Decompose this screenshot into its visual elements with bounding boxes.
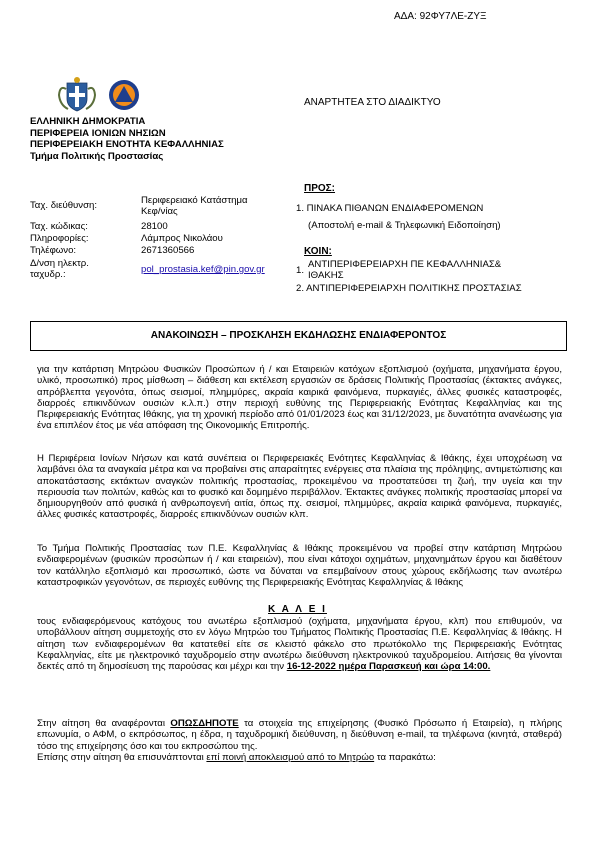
to-heading: ΠΡΟΣ: <box>304 183 336 194</box>
zip-label: Ταχ. κώδικας: <box>30 221 88 232</box>
phone-value: 2671360566 <box>141 245 195 256</box>
org-line-4: Τμήμα Πολιτικής Προστασίας <box>30 150 164 162</box>
cc-item-1-number: 1. <box>296 265 305 276</box>
info-label: Πληροφορίες: <box>30 233 89 244</box>
kalei-heading: Κ Α Λ Ε Ι <box>268 604 327 615</box>
email-link[interactable]: pol_prostasia.kef@pin.gov.gr <box>141 264 265 275</box>
paragraph-2: Η Περιφέρεια Ιονίων Νήσων και κατά συνέπεια οι Περιφερειακές Ενότητες Κεφαλληνίας & Ιθάκης, έχει υποχρέωση να λαμβάνει όλα τα αναγκαία μέτρα και να προβαίνει στις απαραίτητες ενέργειες στα πλαίσια της πρόληψης, αντιμετώπισης και αποκατάστασης εκτάκτων αναγκών πολιτικής προστασίας, προκειμένου να προστατεύσει τη ζωή, την υγεία και την περιουσία των πολιτών, καθώς και το φυσικό και δομημένο περιβάλλον. Έκτακτες ανάγκες πολιτικής προστασίας μπορεί να δημιουργηθούν από φυσικά ή ανθρωπογενή αιτία, όπως πχ. σεισμοί, πλημμύρες, ακραία καιρικά φαινόμενα, πυρκαγιές, άλλες φυσικές καταστροφές, διαρροές επικινδύνων ουσιών κλπ. <box>37 453 562 521</box>
email-label-2: ταχυδρ.: <box>30 269 66 280</box>
greek-emblem-icon <box>56 75 146 113</box>
announcement-title: ΑΝΑΚΟΙΝΩΣΗ – ΠΡΟΣΚΛΗΣΗ ΕΚΔΗΛΩΣΗΣ ΕΝΔΙΑΦΕΡΟΝΤΟΣ <box>150 330 447 341</box>
cc-item-2: 2. ΑΝΤΙΠΕΡΙΦΕΡΕΙΑΡΧΗ ΠΟΛΙΤΙΚΗΣ ΠΡΟΣΤΑΣΙΑΣ <box>296 283 522 294</box>
application-deadline: 16-12-2022 ημέρα Παρασκευή και ώρα 14:00. <box>286 661 491 673</box>
to-item-1-note: (Αποστολή e-mail & Τηλεφωνική Ειδοποίηση) <box>308 220 501 231</box>
ada-code: ΑΔΑ: 92ΦΥ7ΛΕ-ΖΥΞ <box>394 11 487 22</box>
paragraph-5 <box>37 718 562 752</box>
address-value-1: Περιφερειακό Κατάστημα <box>141 195 248 206</box>
announcement-title-box <box>30 321 567 351</box>
paragraph-6-end: τα παρακάτω: <box>374 752 436 763</box>
cc-item-1-line-1: ΑΝΤΙΠΕΡΙΦΕΡΕΙΑΡΧΗ ΠΕ ΚΕΦΑΛΛΗΝΙΑΣ& <box>308 259 502 270</box>
paragraph-4 <box>37 616 562 672</box>
paragraph-6 <box>37 752 562 763</box>
cc-item-1-line-2: ΙΘΑΚΗΣ <box>308 270 344 281</box>
to-item-1: 1. ΠΙΝΑΚΑ ΠΙΘΑΝΩΝ ΕΝΔΙΑΦΕΡΟΜΕΝΩΝ <box>296 203 484 214</box>
paragraph-5-emphasis: ΟΠΩΣΔΗΠΟΤΕ <box>170 718 239 729</box>
paragraph-5-start: Στην αίτηση θα αναφέρονται <box>37 718 171 729</box>
info-value: Λάμπρος Νικολάου <box>141 233 223 244</box>
zip-value: 28100 <box>141 221 168 232</box>
address-label: Ταχ. διεύθυνση: <box>30 200 98 211</box>
org-line-2: ΠΕΡΙΦΕΡΕΙΑ ΙΟΝΙΩΝ ΝΗΣΙΩΝ <box>30 127 166 139</box>
paragraph-5-end: τα στοιχεία της επιχείρησης (Φυσικό Πρόσωπο ή Εταιρεία), η πλήρης επωνυμία, ο ΑΦΜ, ο εκπρόσωπος, η έδρα, η ταχυδρομική διεύθυνση, η διεύθυνση e-mail, τα τηλέφωνα (κινητά, σταθερά) τόσο της επιχείρησης όσο και του εκπροσώπου της. <box>37 718 562 752</box>
address-value-2: Κεφ/νίας <box>141 206 178 217</box>
paragraph-6-emphasis: επί ποινή αποκλεισμού από το Μητρώο <box>206 752 375 763</box>
org-line-1: ΕΛΛΗΝΙΚΗ ΔΗΜΟΚΡΑΤΙΑ <box>30 116 146 127</box>
cc-heading: ΚΟΙΝ: <box>304 246 332 257</box>
logos <box>56 75 146 113</box>
email-label-1: Δ/νση ηλεκτρ. <box>30 258 89 269</box>
paragraph-3: Το Τμήμα Πολιτικής Προστασίας των Π.Ε. Κεφαλληνίας & Ιθάκης προκειμένου να προβεί στην κατάρτιση Μητρώου ενδιαφερομένων (φυσικών προσώπων ή / και εταιρειών), που είναι κάτοχοι οχημάτων, μηχανημάτων έργου και διαθέτουν τον κατάλληλο εξοπλισμό και προσωπικό, ώστε να δύναται να επεμβαίνουν στους χώρους εκδήλωσης των ανωτέρω καταστροφικών γεγονότων, σε περιοχές ευθύνης της Περιφερειακής Ενότητας Κεφαλληνίας & Ιθάκης <box>37 543 562 588</box>
organization-header <box>30 116 224 162</box>
paragraph-1: για την κατάρτιση Μητρώου Φυσικών Προσώπων ή / και Εταιρειών κατόχων εξοπλισμού (οχήματα, μηχανήματα έργου, υλικό, προσωπικό) προς μίσθωση – διάθεση και εκτέλεση εργασιών σε δράσεις Πολιτικής Προστασίας (έκτακτες ανάγκες, απρόβλεπτα γεγονότα, όπως σεισμοί, πλημμύρες, ακραία καιρικά φαινόμενα, πυρκαγιές, άλλες φυσικές καταστροφές, διαρροές επικινδύνων ουσιών κ.λ.π.) στην περιοχή ευθύνης της Περιφερειακής Ενότητας Κεφαλληνίας και της Περιφερειακής Ενότητας Ιθάκης, για τη χρονική περίοδο από 01/01/2023 έως και 31/12/2023, με δυνατότητα ανανέωσης για ένα επιπλέον έτος με νέα απόφαση της Οικονομικής Επιτροπής. <box>37 364 562 432</box>
paragraph-6-start: Επίσης στην αίτηση θα επισυνάπτονται <box>37 752 207 763</box>
phone-label: Τηλέφωνο: <box>30 245 77 256</box>
publish-note: ΑΝΑΡΤΗΤΕΑ ΣΤΟ ΔΙΑΔΙΚΤΥΟ <box>304 97 441 108</box>
org-line-3: ΠΕΡΙΦΕΡΕΙΑΚΗ ΕΝΟΤΗΤΑ ΚΕΦΑΛΛΗΝΙΑΣ <box>30 139 224 150</box>
paragraph-4-text: τους ενδιαφερόμενους κατόχους του ανωτέρω εξοπλισμού (οχήματα, μηχανήματα έργου, κλπ) που επιθυμούν, να υποβάλλουν αίτηση συμμετοχής στο εν λόγω Μητρώο του Τμήματος Πολιτικής Προστασίας Π.Ε. Κεφαλληνίας & Ιθάκης. Η αίτηση των ενδιαφερομένων θα κατατεθεί είτε σε κλειστό φάκελο στο πρωτόκολλο της Περιφερειακής Ενότητας Κεφαλληνίας, είτε με ηλεκτρονικό ταχυδρομείο στην ανωτέρω διεύθυνση ηλεκτρονικού ταχυδρομείου. Αιτήσεις θα γίνονται δεκτές από τη δημοσίευση της παρούσας και μέχρι και την <box>37 616 562 673</box>
